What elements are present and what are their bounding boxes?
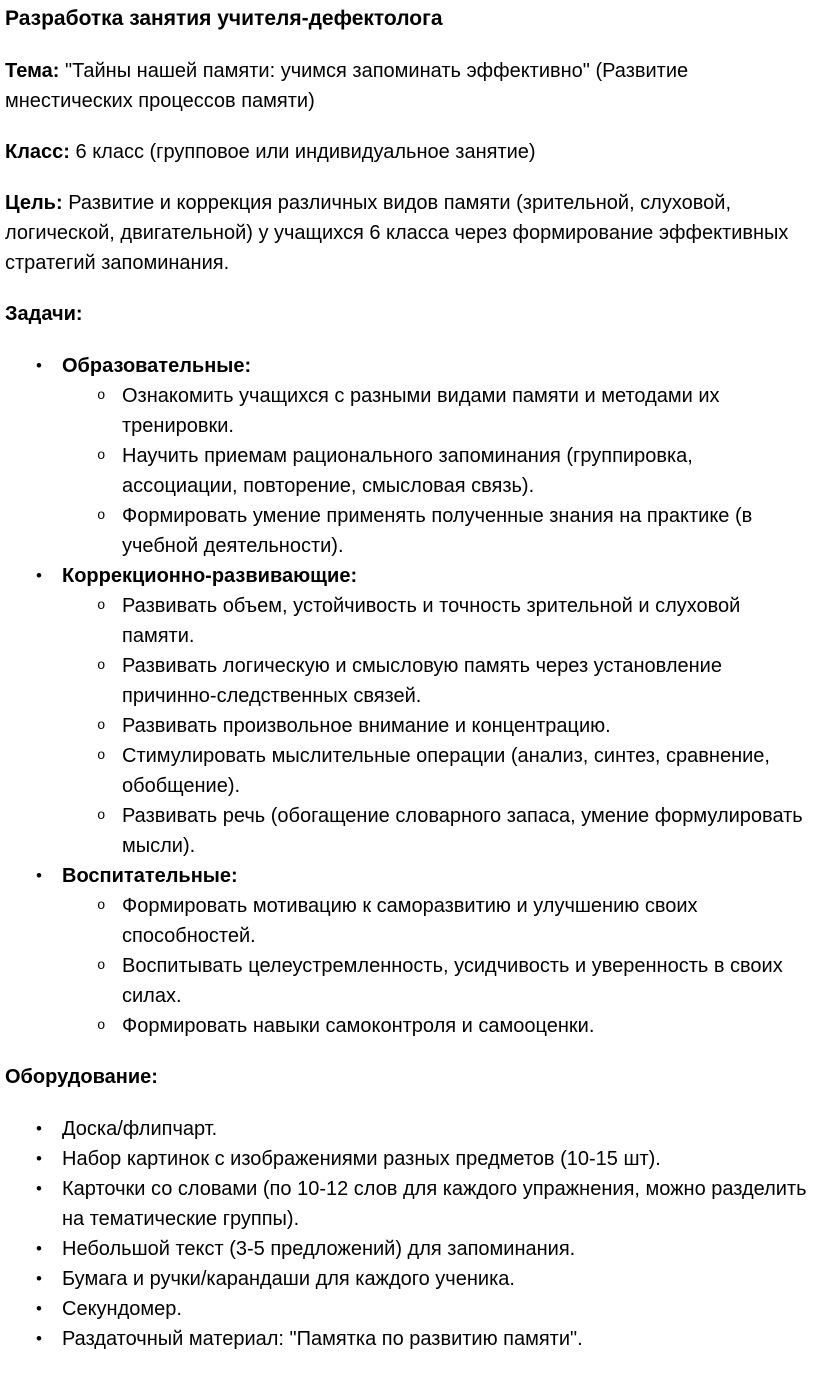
bullet-circle-icon: o [97,898,106,914]
equipment-item-text: Секундомер. [62,1298,182,1320]
tasks-list [5,351,810,1041]
field-topic-value: "Тайны нашей памяти: учимся запоминать эффективно" (Развитие мнестических процессов памяти) [5,60,689,112]
bullet-circle-icon: o [97,958,106,974]
bullet-circle-icon: o [97,448,106,464]
bullet-circle-icon: o [97,718,106,734]
list-item [97,891,810,951]
bullet-dot-icon: • [36,1299,42,1318]
bullet-dot-icon: • [36,866,42,885]
bullet-circle-icon: o [97,598,106,614]
page-title: Разработка занятия учителя-дефектолога [5,7,443,30]
bullet-circle-icon: o [97,1018,106,1034]
equipment-heading: Оборудование: [5,1066,158,1088]
list-item [36,1234,810,1264]
field-goal [5,188,810,278]
list-item [97,501,810,561]
bullet-circle-icon: o [97,508,106,524]
list-item [97,801,810,861]
bullet-dot-icon: • [36,1119,42,1138]
task-group-educational [36,351,810,561]
equipment-item-text: Раздаточный материал: "Памятка по развитию памяти". [62,1328,583,1350]
equipment-item-text: Бумага и ручки/карандаши для каждого ученика. [62,1268,515,1290]
list-item [36,1324,810,1354]
task-item-text: Развивать речь (обогащение словарного запаса, умение формулировать мысли). [122,805,803,857]
bullet-dot-icon: • [36,356,42,375]
task-item-text: Развивать логическую и смысловую память через установление причинно-следственных связей. [122,655,722,707]
task-group-upbringing-items [62,891,810,1041]
bullet-circle-icon: o [97,388,106,404]
list-item [97,651,810,711]
bullet-dot-icon: • [36,1149,42,1168]
task-group-educational-items [62,381,810,561]
bullet-dot-icon: • [36,1329,42,1348]
equipment-item-text: Доска/флипчарт. [62,1118,218,1140]
bullet-dot-icon: • [36,566,42,585]
list-item [97,711,810,741]
field-topic-label: Тема: [5,60,60,82]
field-class-label: Класс: [5,141,70,163]
list-item [36,1294,810,1324]
field-goal-value: Развитие и коррекция различных видов памяти (зрительной, слуховой, логической, двигательной) у учащихся 6 класса через формирование эффективных стратегий запоминания. [5,192,789,274]
equipment-item-text: Карточки со словами (по 10-12 слов для каждого упражнения, можно разделить на тематические группы). [62,1178,807,1230]
task-group-correctional [36,561,810,861]
bullet-dot-icon: • [36,1269,42,1288]
list-item [36,1144,810,1174]
field-class-value: 6 класс (групповое или индивидуальное занятие) [75,141,536,163]
equipment-list [5,1114,810,1354]
task-group-correctional-items [62,591,810,861]
field-goal-label: Цель: [5,192,63,214]
task-item-text: Стимулировать мыслительные операции (анализ, синтез, сравнение, обобщение). [122,745,770,797]
equipment-item-text: Небольшой текст (3-5 предложений) для запоминания. [62,1238,576,1260]
task-group-correctional-label: Коррекционно-развивающие: [62,565,358,587]
task-group-educational-label: Образовательные: [62,355,252,377]
task-item-text: Развивать объем, устойчивость и точность зрительной и слуховой памяти. [122,595,741,647]
list-item [36,1114,810,1144]
task-group-upbringing [36,861,810,1041]
bullet-circle-icon: o [97,808,106,824]
bullet-dot-icon: • [36,1239,42,1258]
list-item [97,591,810,651]
task-group-upbringing-label: Воспитательные: [62,865,238,887]
list-item [97,381,810,441]
field-class [5,137,810,167]
task-item-text: Развивать произвольное внимание и концентрацию. [122,715,611,737]
bullet-dot-icon: • [36,1179,42,1198]
task-item-text: Ознакомить учащихся с разными видами памяти и методами их тренировки. [122,385,720,437]
equipment-item-text: Набор картинок с изображениями разных предметов (10-15 шт). [62,1148,661,1170]
task-item-text: Формировать умение применять полученные знания на практике (в учебной деятельности). [122,505,753,557]
list-item [36,1264,810,1294]
list-item [97,441,810,501]
bullet-circle-icon: o [97,748,106,764]
task-item-text: Формировать мотивацию к саморазвитию и улучшению своих способностей. [122,895,698,947]
field-topic [5,56,810,116]
bullet-circle-icon: o [97,658,106,674]
list-item [97,741,810,801]
task-item-text: Формировать навыки самоконтроля и самооценки. [122,1015,595,1037]
task-item-text: Научить приемам рационального запоминания (группировка, ассоциации, повторение, смысловая связь). [122,445,693,497]
list-item [97,951,810,1011]
task-item-text: Воспитывать целеустремленность, усидчивость и уверенность в своих силах. [122,955,783,1007]
tasks-heading: Задачи: [5,303,83,325]
list-item [36,1174,810,1234]
list-item [97,1011,810,1041]
